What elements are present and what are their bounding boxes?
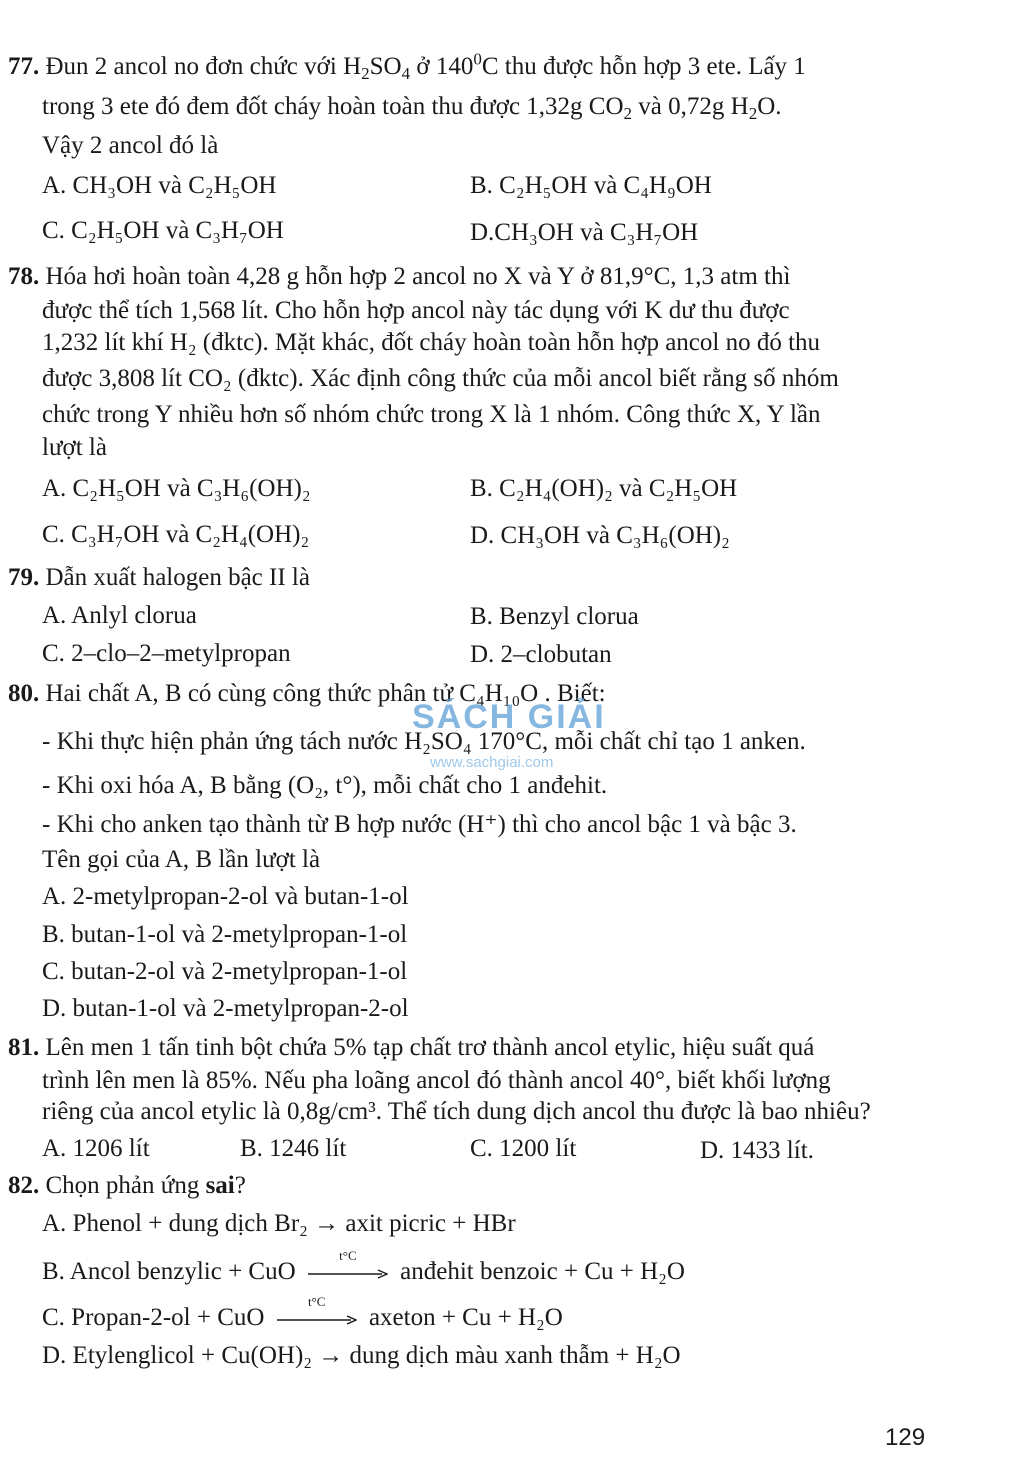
q80-condition-1: - Khi thực hiện phản ứng tách nước H₂SO₄ 170°C, mỗi chất chỉ tạo 1 anken.: [42, 728, 806, 755]
q77-stem-line2: trong 3 ete đó đem đốt cháy hoàn toàn thu được 1,32g $CO_2$ và 0,72g $H_2O$.: [42, 93, 782, 124]
q82-number: 82.: [8, 1172, 40, 1199]
q79-stem: 79. Dẫn xuất halogen bậc II là: [8, 564, 310, 591]
q80-stem: 80. Hai chất A, B có cùng công thức phân tử C₄H₁₀O . Biết:: [8, 680, 606, 707]
q80-number: 80.: [8, 680, 40, 707]
q82-option-c: C. Propan-2-ol + CuO t°C axeton + Cu + H₂O: [42, 1294, 563, 1331]
q82-option-a: A. Phenol + dung dịch Br₂ → axit picric + HBr: [42, 1210, 516, 1237]
q82-stem: 82. Chọn phản ứng sai?: [8, 1172, 246, 1199]
q78-stem-line2: được thể tích 1,568 lít. Cho hỗn hợp ancol này tác dụng với K dư thu được: [42, 297, 790, 324]
q81-stem-line2: trình lên men là 85%. Nếu pha loãng ancol đó thành ancol 40°, biết khối lượng: [42, 1067, 831, 1094]
q82-option-b: B. Ancol benzylic + CuO t°C anđehit benzoic + Cu + H₂O: [42, 1248, 685, 1285]
q79-number: 79.: [8, 564, 40, 591]
q80-option-d: D. butan-1-ol và 2-metylpropan-2-ol: [42, 995, 409, 1022]
heat-reaction-arrow-icon: t°C: [308, 1263, 388, 1283]
q79-option-d: D. 2–clobutan: [470, 641, 612, 668]
q81-option-d: D. 1433 lít.: [700, 1137, 814, 1164]
q77-option-a: A. CH₃OH và C₂H₅OH: [42, 172, 277, 199]
q78-number: 78.: [8, 263, 40, 290]
q78-option-b: B. C₂H₄(OH)₂ và C₂H₅OH: [470, 475, 738, 502]
q77-number: 77.: [8, 53, 40, 80]
q77-option-b: B. C₂H₅OH và C₄H₉OH: [470, 172, 712, 199]
q81-stem-line3: riêng của ancol etylic là 0,8g/cm³. Thể tích dung dịch ancol thu được là bao nhiêu?: [42, 1098, 871, 1125]
q78-option-c: C. C₃H₇OH và C₂H₄(OH)₂: [42, 521, 310, 548]
q79-option-a: A. Anlyl clorua: [42, 602, 197, 629]
q78-stem-line1: 78. Hóa hơi hoàn toàn 4,28 g hỗn hợp 2 ancol no X và Y ở 81,9°C, 1,3 atm thì: [8, 263, 791, 290]
q81-option-a: A. 1206 lít: [42, 1135, 150, 1162]
q79-option-c: C. 2–clo–2–metylpropan: [42, 640, 291, 667]
q79-option-b: B. Benzyl clorua: [470, 603, 639, 630]
q81-stem-line1: 81. Lên men 1 tấn tinh bột chứa 5% tạp chất trơ thành ancol etylic, hiệu suất quá: [8, 1034, 815, 1061]
q77-option-c: C. C₂H₅OH và C₃H₇OH: [42, 217, 284, 244]
q77-stem-line3: Vậy 2 ancol đó là: [42, 132, 219, 159]
q80-condition-2: - Khi oxi hóa A, B bằng (O₂, t°), mỗi chất cho 1 anđehit.: [42, 772, 608, 799]
q82-emphasis: sai: [205, 1172, 235, 1199]
q78-stem-line5: chức trong Y nhiều hơn số nhóm chức trong X là 1 nhóm. Công thức X, Y lần: [42, 401, 821, 428]
q80-option-b: B. butan-1-ol và 2-metylpropan-1-ol: [42, 921, 408, 948]
q80-option-a: A. 2-metylpropan-2-ol và butan-1-ol: [42, 883, 409, 910]
q77-stem-line1: 77. Đun 2 ancol no đơn chức với $H_2SO_4$ ở $140^0C$ thu được hỗn hợp 3 ete. Lấy 1: [8, 49, 806, 84]
q78-stem-line3: 1,232 lít khí H₂ (đktc). Mặt khác, đốt cháy hoàn toàn hỗn hợp ancol no đó thu: [42, 329, 821, 356]
sachgiai-watermark: [412, 690, 622, 780]
q81-number: 81.: [8, 1034, 40, 1061]
q80-option-c: C. butan-2-ol và 2-metylpropan-1-ol: [42, 958, 408, 985]
page-number: 129: [885, 1424, 926, 1451]
q81-option-c: C. 1200 lít: [470, 1135, 577, 1162]
q82-option-d: D. Etylenglicol + Cu(OH)₂ → dung dịch màu xanh thẫm + H₂O: [42, 1342, 681, 1369]
q80-condition-3: - Khi cho anken tạo thành từ B hợp nước (H⁺) thì cho ancol bậc 1 và bậc 3.: [42, 811, 797, 838]
q80-question: Tên gọi của A, B lần lượt là: [42, 846, 321, 873]
q78-stem-line4: được 3,808 lít CO₂ (đktc). Xác định công thức của mỗi ancol biết rằng số nhóm: [42, 365, 839, 392]
heat-reaction-arrow-icon: t°C: [277, 1309, 357, 1329]
q77-option-d: D.CH₃OH và C₃H₇OH: [470, 219, 699, 246]
q81-option-b: B. 1246 lít: [240, 1135, 347, 1162]
q78-option-a: A. C₂H₅OH và C₃H₆(OH)₂: [42, 475, 311, 502]
watermark-url: www.sachgiai.com: [430, 754, 554, 771]
q78-stem-line6: lượt là: [42, 434, 107, 461]
q78-option-d: D. CH₃OH và C₃H₆(OH)₂: [470, 522, 730, 549]
watermark-logo: SÁCH GIẢI: [412, 698, 606, 736]
